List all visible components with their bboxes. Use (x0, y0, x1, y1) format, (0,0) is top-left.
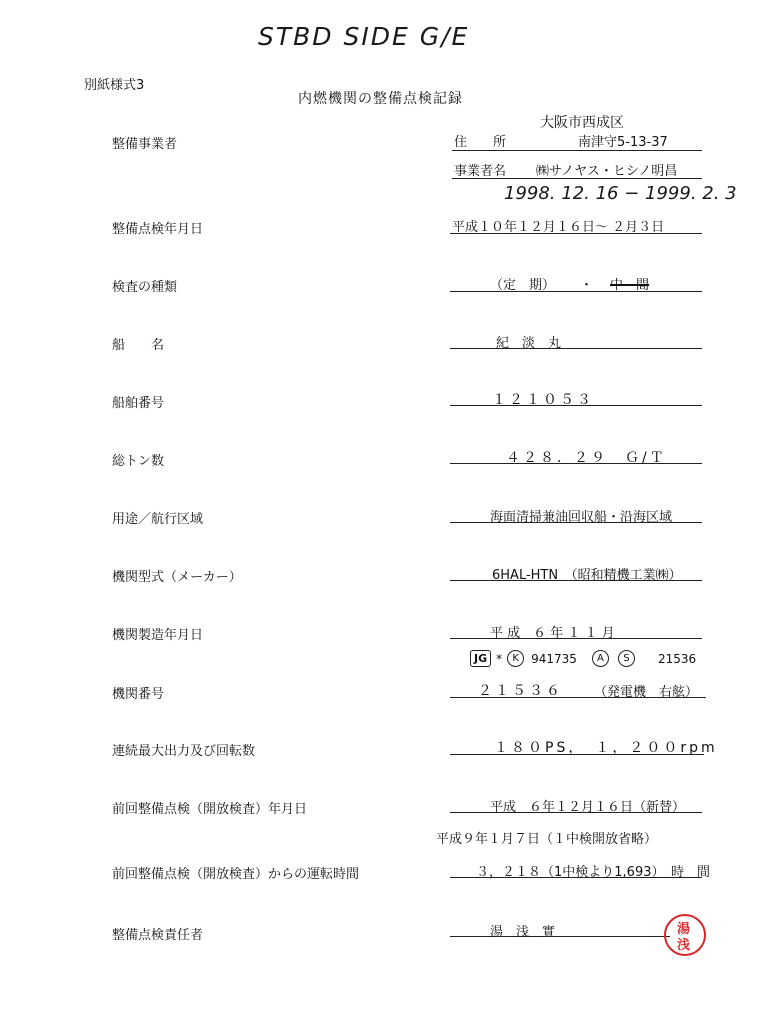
handwritten-dates: 1998. 12. 16 − 1999. 2. 3 (504, 183, 737, 204)
responsible-label: 整備点検責任者 (112, 928, 204, 943)
usage-underline (450, 522, 702, 523)
engine-mfg-date-underline (450, 638, 702, 639)
address-underline (452, 150, 702, 151)
seal-stamp (664, 914, 706, 956)
inspection-type-value-periodic: （定 期） (490, 278, 556, 293)
gross-tonnage-underline (450, 463, 702, 464)
company-value: ㈱サノヤス・ヒシノ明昌 (536, 164, 678, 179)
gross-tonnage-value: ４２８．２９ Ｇ/Ｔ (506, 450, 667, 466)
last-overhaul-underline (450, 812, 702, 813)
stamp-char-2: 浅 (677, 938, 691, 953)
engine-model-value: 6HAL-HTN （昭和精機工業㈱） (492, 568, 682, 583)
engine-cert-marks (470, 650, 696, 667)
company-label: 事業者名 (454, 164, 507, 179)
engine-mfg-date-label: 機関製造年月日 (112, 628, 204, 643)
last-overhaul-label: 前回整備点検（開放検査）年月日 (112, 802, 308, 817)
engine-model-label: 機関型式（メーカー） (112, 570, 242, 585)
star-mark: * (496, 651, 503, 666)
page-title: 内燃機関の整備点検記録 (298, 91, 463, 107)
company-underline (452, 178, 702, 179)
cert-number: 941735 (531, 651, 577, 666)
gross-tonnage-label: 総トン数 (112, 454, 165, 469)
inspection-date-label: 整備点検年月日 (112, 222, 204, 237)
form-id: 別紙様式3 (84, 78, 145, 93)
inspection-type-separator: ・ (580, 278, 594, 293)
ship-name-label: 船 名 (112, 338, 165, 353)
hours-since-value: ３，２１８（1中検より1,693） 時 間 (476, 865, 710, 880)
max-output-label: 連続最大出力及び回転数 (112, 744, 256, 759)
ship-name-value: 紀 淡 丸 (496, 336, 562, 351)
handwritten-header: STBD SIDE G/E (258, 22, 470, 51)
ship-number-underline (450, 405, 702, 406)
usage-value: 海面清掃兼油回収船・沿海区域 (490, 510, 673, 525)
address-value: 南津守5-13-37 (578, 135, 668, 150)
engine-number-value: ２１５３６ (478, 683, 563, 699)
engine-number-underline (450, 697, 706, 698)
engine-serial: 21536 (657, 651, 697, 666)
engine-number-label: 機関番号 (112, 687, 165, 702)
ship-name-underline (450, 348, 702, 349)
s-mark: S (618, 650, 635, 667)
ship-number-label: 船舶番号 (112, 396, 165, 411)
address-city: 大阪市西成区 (540, 115, 624, 131)
address-label: 住 所 (454, 135, 507, 150)
usage-label: 用途／航行区域 (112, 512, 204, 527)
responsible-underline (450, 936, 670, 937)
last-overhaul-value: 平成 ６年１２月１６日（新替） (490, 800, 686, 815)
ship-number-value: １２１０５３ (492, 392, 594, 408)
responsible-value: 湯 浅 實 (490, 925, 556, 940)
hours-since-underline (450, 877, 702, 878)
inspection-type-underline (450, 291, 702, 292)
jg-mark: JG (470, 650, 491, 667)
last-overhaul-sub: 平成９年１月７日（１中検開放省略） (436, 832, 658, 847)
inspection-date-underline (450, 233, 702, 234)
inspection-type-label: 検査の種類 (112, 280, 178, 295)
engine-number-note: （発電機 右舷） (594, 685, 699, 700)
contractor-label: 整備事業者 (112, 137, 178, 152)
engine-mfg-date-value: 平 成 ６ 年 １ １ 月 (490, 626, 615, 641)
k-mark: K (507, 650, 524, 667)
inspection-date-value: 平成１０年１２月１６日〜 ２月３日 (452, 220, 665, 235)
inspection-type-value-intermediate: 中 間 (610, 278, 650, 293)
max-output-value: １８０PS， １，２００rpm (494, 740, 718, 756)
engine-model-underline (450, 580, 702, 581)
max-output-underline (450, 754, 704, 755)
stamp-char-1: 湯 (677, 922, 691, 937)
hours-since-label: 前回整備点検（開放検査）からの運転時間 (112, 867, 360, 882)
a-mark: A (592, 650, 609, 667)
